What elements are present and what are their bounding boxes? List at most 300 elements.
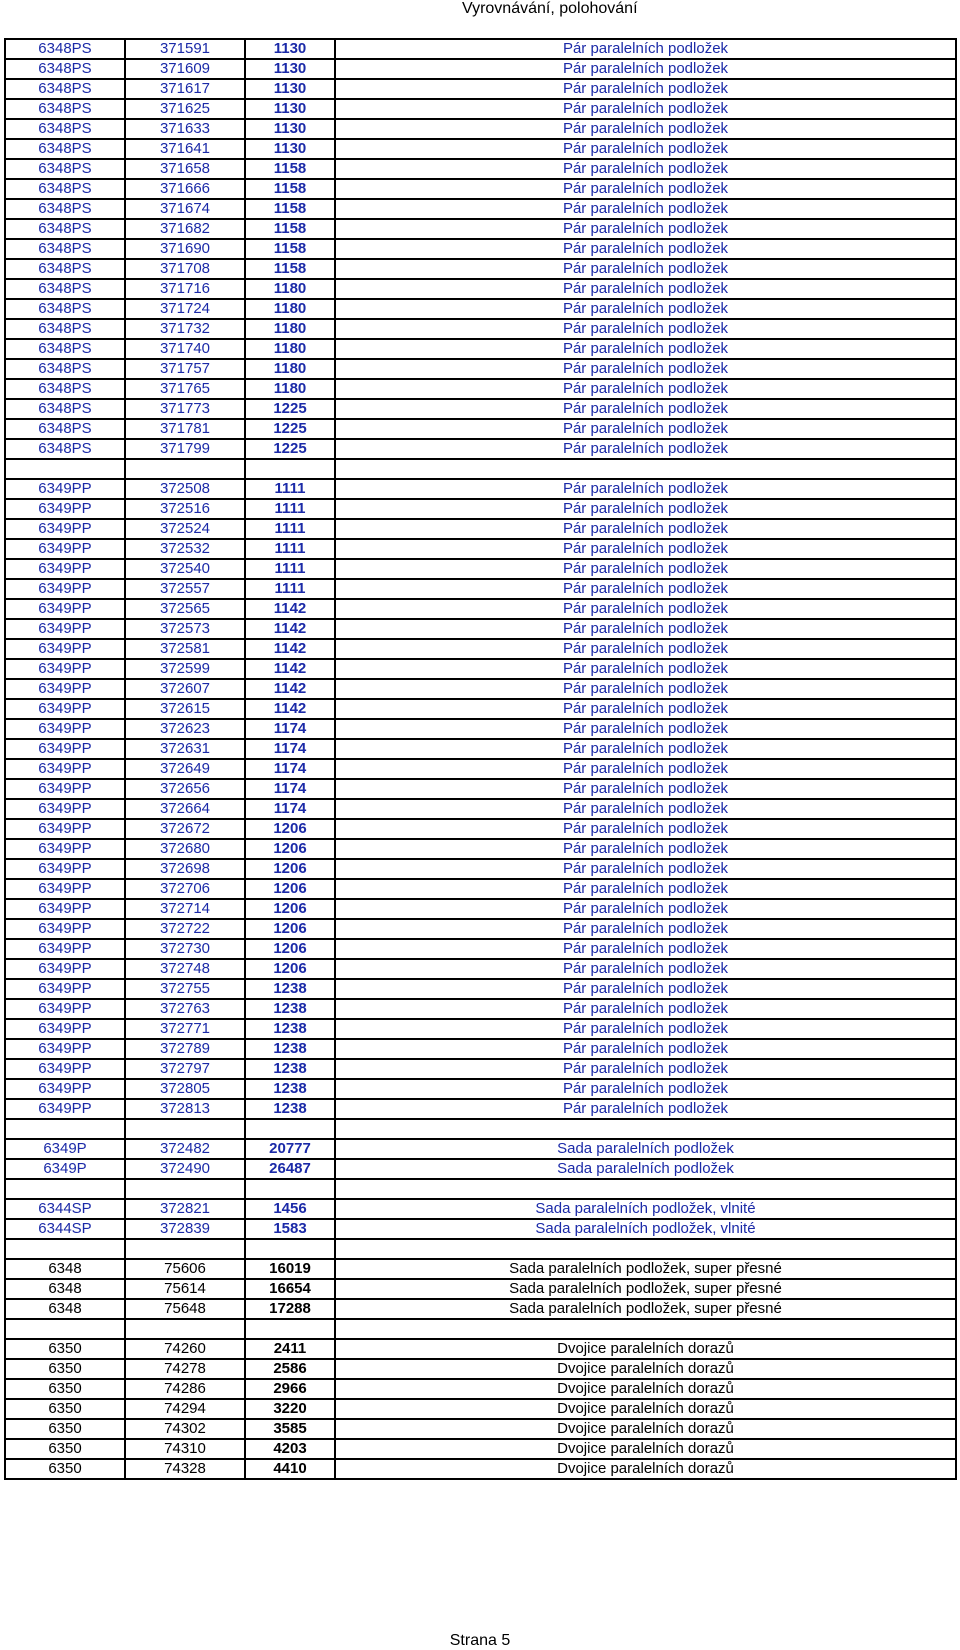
code-cell: 371617: [125, 79, 245, 99]
code-cell: 74286: [125, 1379, 245, 1399]
empty-cell: [245, 1319, 335, 1339]
code-cell: 372839: [125, 1219, 245, 1239]
code-cell: 372508: [125, 479, 245, 499]
empty-cell: [125, 1239, 245, 1259]
model-cell: 6348PS: [5, 279, 125, 299]
model-cell: 6349PP: [5, 999, 125, 1019]
spacer-row: [5, 1119, 956, 1139]
table-row: [5, 1379, 956, 1399]
code-cell: 371682: [125, 219, 245, 239]
price-cell: 1180: [245, 379, 335, 399]
price-cell: 16019: [245, 1259, 335, 1279]
model-cell: 6349PP: [5, 759, 125, 779]
price-cell: 1130: [245, 139, 335, 159]
code-cell: 74310: [125, 1439, 245, 1459]
description-cell: Pár paralelních podložek: [335, 359, 956, 379]
model-cell: 6348PS: [5, 159, 125, 179]
model-cell: 6344SP: [5, 1199, 125, 1219]
code-cell: 372649: [125, 759, 245, 779]
description-cell: Pár paralelních podložek: [335, 979, 956, 999]
model-cell: 6348PS: [5, 399, 125, 419]
price-cell: 1238: [245, 1079, 335, 1099]
model-cell: 6349PP: [5, 859, 125, 879]
code-cell: 371641: [125, 139, 245, 159]
description-cell: Pár paralelních podložek: [335, 399, 956, 419]
table-row: [5, 999, 956, 1019]
model-cell: 6349PP: [5, 1079, 125, 1099]
description-cell: Pár paralelních podložek: [335, 839, 956, 859]
description-cell: Pár paralelních podložek: [335, 639, 956, 659]
price-cell: 1111: [245, 559, 335, 579]
table-row: [5, 199, 956, 219]
table-row: [5, 1299, 956, 1319]
table-row: [5, 1199, 956, 1219]
table-row: [5, 839, 956, 859]
code-cell: 371732: [125, 319, 245, 339]
code-cell: 372656: [125, 779, 245, 799]
table-row: [5, 739, 956, 759]
table-row: [5, 1259, 956, 1279]
empty-cell: [245, 1179, 335, 1199]
model-cell: 6348: [5, 1259, 125, 1279]
model-cell: 6349PP: [5, 679, 125, 699]
model-cell: 6349PP: [5, 659, 125, 679]
description-cell: Pár paralelních podložek: [335, 299, 956, 319]
description-cell: Pár paralelních podložek: [335, 319, 956, 339]
price-cell: 1158: [245, 179, 335, 199]
code-cell: 371666: [125, 179, 245, 199]
price-cell: 1206: [245, 879, 335, 899]
code-cell: 372565: [125, 599, 245, 619]
description-cell: Pár paralelních podložek: [335, 99, 956, 119]
price-cell: 20777: [245, 1139, 335, 1159]
price-cell: 1130: [245, 79, 335, 99]
description-cell: Pár paralelních podložek: [335, 739, 956, 759]
code-cell: 371757: [125, 359, 245, 379]
description-cell: Pár paralelních podložek: [335, 199, 956, 219]
code-cell: 372755: [125, 979, 245, 999]
price-cell: 1111: [245, 479, 335, 499]
code-cell: 371716: [125, 279, 245, 299]
description-cell: Pár paralelních podložek: [335, 379, 956, 399]
code-cell: 372722: [125, 919, 245, 939]
code-cell: 74328: [125, 1459, 245, 1479]
code-cell: 371591: [125, 39, 245, 59]
price-cell: 1174: [245, 759, 335, 779]
code-cell: 372532: [125, 539, 245, 559]
model-cell: 6349PP: [5, 619, 125, 639]
price-cell: 1180: [245, 279, 335, 299]
description-cell: Sada paralelních podložek, super přesné: [335, 1259, 956, 1279]
description-cell: Dvojice paralelních dorazů: [335, 1459, 956, 1479]
description-cell: Pár paralelních podložek: [335, 599, 956, 619]
empty-cell: [245, 459, 335, 479]
price-cell: 1238: [245, 1099, 335, 1119]
table-row: [5, 659, 956, 679]
table-row: [5, 219, 956, 239]
description-cell: Pár paralelních podložek: [335, 59, 956, 79]
empty-cell: [245, 1119, 335, 1139]
code-cell: 372516: [125, 499, 245, 519]
code-cell: 372540: [125, 559, 245, 579]
table-row: [5, 1139, 956, 1159]
model-cell: 6349PP: [5, 719, 125, 739]
code-cell: 372698: [125, 859, 245, 879]
code-cell: 74294: [125, 1399, 245, 1419]
page-number: Strana 5: [449, 1632, 511, 1649]
price-cell: 2586: [245, 1359, 335, 1379]
model-cell: 6349PP: [5, 1039, 125, 1059]
model-cell: 6348: [5, 1279, 125, 1299]
price-cell: 1174: [245, 739, 335, 759]
code-cell: 372482: [125, 1139, 245, 1159]
empty-cell: [335, 1319, 956, 1339]
description-cell: Dvojice paralelních dorazů: [335, 1379, 956, 1399]
description-cell: Pár paralelních podložek: [335, 479, 956, 499]
code-cell: 372789: [125, 1039, 245, 1059]
code-cell: 372748: [125, 959, 245, 979]
table-row: [5, 59, 956, 79]
code-cell: 74278: [125, 1359, 245, 1379]
model-cell: 6349PP: [5, 1099, 125, 1119]
model-cell: 6348PS: [5, 239, 125, 259]
code-cell: 372581: [125, 639, 245, 659]
price-cell: 1206: [245, 919, 335, 939]
price-cell: 1174: [245, 719, 335, 739]
price-cell: 1142: [245, 699, 335, 719]
table-row: [5, 1399, 956, 1419]
price-cell: 1180: [245, 359, 335, 379]
table-row: [5, 1019, 956, 1039]
description-cell: Pár paralelních podložek: [335, 699, 956, 719]
description-cell: Pár paralelních podložek: [335, 419, 956, 439]
description-cell: Pár paralelních podložek: [335, 239, 956, 259]
table-row: [5, 819, 956, 839]
price-cell: 1225: [245, 399, 335, 419]
description-cell: Pár paralelních podložek: [335, 259, 956, 279]
price-cell: 1158: [245, 259, 335, 279]
price-cell: 4410: [245, 1459, 335, 1479]
model-cell: 6349PP: [5, 699, 125, 719]
model-cell: 6349PP: [5, 1019, 125, 1039]
description-cell: Pár paralelních podložek: [335, 919, 956, 939]
table-row: [5, 239, 956, 259]
description-cell: Pár paralelních podložek: [335, 879, 956, 899]
empty-cell: [335, 459, 956, 479]
description-cell: Sada paralelních podložek, super přesné: [335, 1279, 956, 1299]
model-cell: 6348PS: [5, 199, 125, 219]
price-cell: 3220: [245, 1399, 335, 1419]
description-cell: Pár paralelních podložek: [335, 559, 956, 579]
code-cell: 371625: [125, 99, 245, 119]
table-row: [5, 139, 956, 159]
code-cell: 372631: [125, 739, 245, 759]
table-row: [5, 79, 956, 99]
price-cell: 4203: [245, 1439, 335, 1459]
price-cell: 1238: [245, 1059, 335, 1079]
price-cell: 1130: [245, 59, 335, 79]
price-cell: 1130: [245, 119, 335, 139]
model-cell: 6348PS: [5, 139, 125, 159]
table-row: [5, 1339, 956, 1359]
description-cell: Pár paralelních podložek: [335, 899, 956, 919]
model-cell: 6350: [5, 1359, 125, 1379]
table-row: [5, 1439, 956, 1459]
table-row: [5, 299, 956, 319]
empty-cell: [125, 1319, 245, 1339]
price-cell: 1158: [245, 199, 335, 219]
model-cell: 6349P: [5, 1139, 125, 1159]
code-cell: 74302: [125, 1419, 245, 1439]
model-cell: 6349PP: [5, 939, 125, 959]
description-cell: Pár paralelních podložek: [335, 1099, 956, 1119]
table-row: [5, 959, 956, 979]
model-cell: 6348: [5, 1299, 125, 1319]
description-cell: Dvojice paralelních dorazů: [335, 1359, 956, 1379]
price-cell: 1130: [245, 99, 335, 119]
table-row: [5, 1079, 956, 1099]
table-row: [5, 699, 956, 719]
page-title: Vyrovnávání, polohování: [462, 0, 638, 17]
description-cell: Pár paralelních podložek: [335, 339, 956, 359]
description-cell: Pár paralelních podložek: [335, 999, 956, 1019]
table-row: [5, 99, 956, 119]
description-cell: Pár paralelních podložek: [335, 499, 956, 519]
model-cell: 6348PS: [5, 299, 125, 319]
model-cell: 6350: [5, 1419, 125, 1439]
code-cell: 372490: [125, 1159, 245, 1179]
model-cell: 6348PS: [5, 179, 125, 199]
description-cell: Pár paralelních podložek: [335, 179, 956, 199]
code-cell: 75606: [125, 1259, 245, 1279]
code-cell: 371724: [125, 299, 245, 319]
table-row: [5, 1459, 956, 1479]
table-row: [5, 259, 956, 279]
model-cell: 6348PS: [5, 259, 125, 279]
model-cell: 6350: [5, 1339, 125, 1359]
price-cell: 1111: [245, 579, 335, 599]
model-cell: 6349PP: [5, 479, 125, 499]
price-cell: 1206: [245, 899, 335, 919]
model-cell: 6349P: [5, 1159, 125, 1179]
description-cell: Pár paralelních podložek: [335, 219, 956, 239]
table-row: [5, 379, 956, 399]
code-cell: 371773: [125, 399, 245, 419]
code-cell: 372524: [125, 519, 245, 539]
description-cell: Dvojice paralelních dorazů: [335, 1419, 956, 1439]
code-cell: 372672: [125, 819, 245, 839]
table-row: [5, 879, 956, 899]
price-cell: 1142: [245, 639, 335, 659]
price-cell: 1142: [245, 619, 335, 639]
spacer-row: [5, 1179, 956, 1199]
model-cell: 6349PP: [5, 579, 125, 599]
description-cell: Pár paralelních podložek: [335, 799, 956, 819]
table-row: [5, 1159, 956, 1179]
price-cell: 1158: [245, 159, 335, 179]
price-cell: 3585: [245, 1419, 335, 1439]
table-row: [5, 979, 956, 999]
table-row: [5, 1279, 956, 1299]
table-row: [5, 1359, 956, 1379]
description-cell: Pár paralelních podložek: [335, 159, 956, 179]
table-row: [5, 479, 956, 499]
table-row: [5, 39, 956, 59]
description-cell: Pár paralelních podložek: [335, 439, 956, 459]
model-cell: 6348PS: [5, 39, 125, 59]
price-cell: 1238: [245, 1039, 335, 1059]
table-row: [5, 859, 956, 879]
table-row: [5, 339, 956, 359]
code-cell: 372615: [125, 699, 245, 719]
model-cell: 6349PP: [5, 879, 125, 899]
price-cell: 17288: [245, 1299, 335, 1319]
description-cell: Pár paralelních podložek: [335, 659, 956, 679]
code-cell: 372599: [125, 659, 245, 679]
table-row: [5, 779, 956, 799]
empty-cell: [245, 1239, 335, 1259]
table-row: [5, 599, 956, 619]
table-row: [5, 639, 956, 659]
model-cell: 6348PS: [5, 339, 125, 359]
table-row: [5, 439, 956, 459]
code-cell: 372797: [125, 1059, 245, 1079]
model-cell: 6349PP: [5, 1059, 125, 1079]
description-cell: Sada paralelních podložek, super přesné: [335, 1299, 956, 1319]
table-row: [5, 279, 956, 299]
price-cell: 1180: [245, 339, 335, 359]
price-table-body: [5, 39, 956, 1479]
code-cell: 372730: [125, 939, 245, 959]
description-cell: Pár paralelních podložek: [335, 1059, 956, 1079]
spacer-row: [5, 1239, 956, 1259]
description-cell: Pár paralelních podložek: [335, 819, 956, 839]
code-cell: 372706: [125, 879, 245, 899]
description-cell: Pár paralelních podložek: [335, 39, 956, 59]
empty-cell: [125, 459, 245, 479]
model-cell: 6348PS: [5, 99, 125, 119]
table-row: [5, 179, 956, 199]
description-cell: Pár paralelních podložek: [335, 959, 956, 979]
model-cell: 6348PS: [5, 79, 125, 99]
empty-cell: [5, 1319, 125, 1339]
empty-cell: [335, 1239, 956, 1259]
code-cell: 371799: [125, 439, 245, 459]
price-cell: 1158: [245, 239, 335, 259]
model-cell: 6348PS: [5, 119, 125, 139]
description-cell: Pár paralelních podložek: [335, 139, 956, 159]
model-cell: 6349PP: [5, 519, 125, 539]
model-cell: 6349PP: [5, 799, 125, 819]
description-cell: Pár paralelních podložek: [335, 519, 956, 539]
code-cell: 372771: [125, 1019, 245, 1039]
code-cell: 371609: [125, 59, 245, 79]
description-cell: Pár paralelních podložek: [335, 939, 956, 959]
code-cell: 372680: [125, 839, 245, 859]
model-cell: 6349PP: [5, 819, 125, 839]
description-cell: Pár paralelních podložek: [335, 619, 956, 639]
code-cell: 372664: [125, 799, 245, 819]
empty-cell: [335, 1119, 956, 1139]
price-cell: 1180: [245, 299, 335, 319]
model-cell: 6349PP: [5, 899, 125, 919]
model-cell: 6348PS: [5, 379, 125, 399]
model-cell: 6349PP: [5, 499, 125, 519]
price-table: [4, 38, 957, 1480]
model-cell: 6349PP: [5, 839, 125, 859]
description-cell: Sada paralelních podložek, vlnité: [335, 1199, 956, 1219]
code-cell: 75614: [125, 1279, 245, 1299]
table-row: [5, 579, 956, 599]
spacer-row: [5, 459, 956, 479]
description-cell: Dvojice paralelních dorazů: [335, 1439, 956, 1459]
model-cell: 6350: [5, 1459, 125, 1479]
price-cell: 1583: [245, 1219, 335, 1239]
price-cell: 1142: [245, 659, 335, 679]
empty-cell: [5, 1239, 125, 1259]
description-cell: Dvojice paralelních dorazů: [335, 1339, 956, 1359]
table-row: [5, 799, 956, 819]
price-cell: 1225: [245, 419, 335, 439]
code-cell: 371658: [125, 159, 245, 179]
description-cell: Pár paralelních podložek: [335, 79, 956, 99]
table-row: [5, 1219, 956, 1239]
table-row: [5, 1039, 956, 1059]
table-row: [5, 419, 956, 439]
price-cell: 1206: [245, 819, 335, 839]
empty-cell: [5, 459, 125, 479]
description-cell: Pár paralelních podložek: [335, 539, 956, 559]
price-cell: 1238: [245, 1019, 335, 1039]
table-row: [5, 1099, 956, 1119]
price-cell: 1130: [245, 39, 335, 59]
model-cell: 6349PP: [5, 979, 125, 999]
model-cell: 6349PP: [5, 559, 125, 579]
price-cell: 1206: [245, 959, 335, 979]
price-cell: 1111: [245, 499, 335, 519]
price-cell: 1174: [245, 799, 335, 819]
description-cell: Sada paralelních podložek: [335, 1139, 956, 1159]
model-cell: 6349PP: [5, 599, 125, 619]
code-cell: 371674: [125, 199, 245, 219]
description-cell: Pár paralelních podložek: [335, 859, 956, 879]
table-row: [5, 319, 956, 339]
description-cell: Pár paralelních podložek: [335, 279, 956, 299]
table-row: [5, 759, 956, 779]
table-row: [5, 499, 956, 519]
price-cell: 1111: [245, 539, 335, 559]
table-row: [5, 619, 956, 639]
description-cell: Sada paralelních podložek, vlnité: [335, 1219, 956, 1239]
model-cell: 6350: [5, 1379, 125, 1399]
table-row: [5, 939, 956, 959]
model-cell: 6348PS: [5, 219, 125, 239]
table-row: [5, 1419, 956, 1439]
model-cell: 6348PS: [5, 359, 125, 379]
spacer-row: [5, 1319, 956, 1339]
price-cell: 1158: [245, 219, 335, 239]
price-cell: 1111: [245, 519, 335, 539]
code-cell: 372805: [125, 1079, 245, 1099]
code-cell: 372763: [125, 999, 245, 1019]
table-row: [5, 399, 956, 419]
price-cell: 1225: [245, 439, 335, 459]
table-row: [5, 1059, 956, 1079]
code-cell: 372821: [125, 1199, 245, 1219]
page-header: [0, 0, 960, 22]
price-cell: 1142: [245, 599, 335, 619]
empty-cell: [5, 1179, 125, 1199]
